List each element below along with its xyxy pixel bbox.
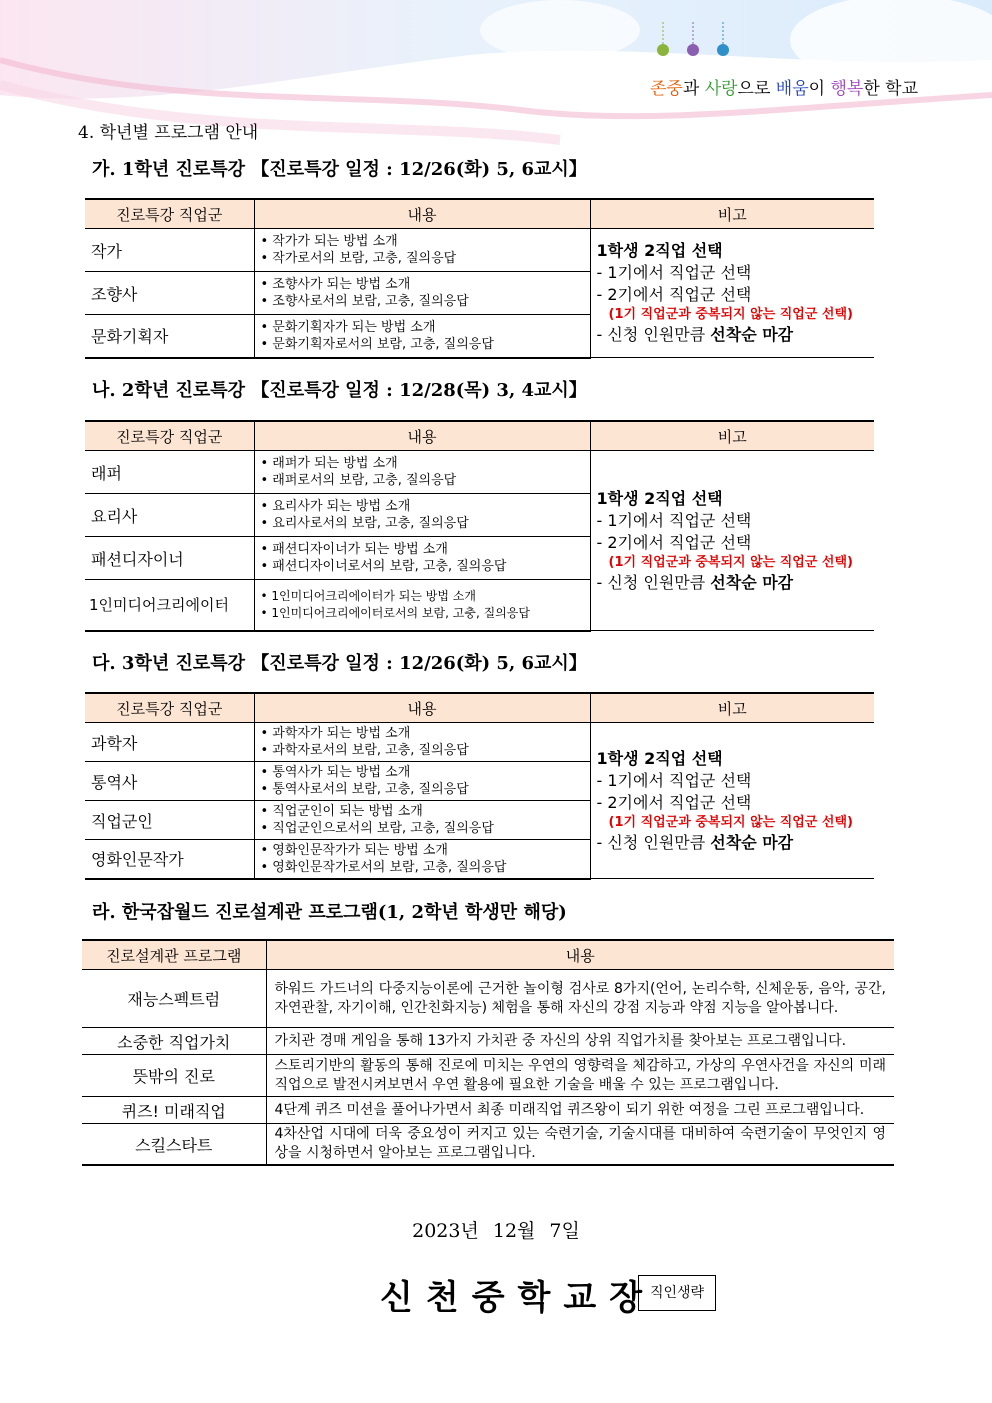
job-content: • 직업군인이 되는 방법 소개 • 직업군인으로서의 보람, 고충, 질의응답	[254, 801, 590, 840]
motto-part: 과	[682, 79, 705, 99]
grade3-table	[85, 692, 874, 880]
logo-dot	[687, 44, 699, 56]
job-name: 조향사	[85, 272, 254, 315]
job-name: 영화인문작가	[85, 840, 254, 879]
school-logo-dots	[650, 18, 740, 63]
program-table	[82, 939, 894, 1166]
section-title: 4. 학년별 프로그램 안내	[78, 123, 259, 143]
table-row	[85, 723, 874, 762]
job-content: • 조향사가 되는 방법 소개 • 조향사로서의 보람, 고충, 질의응답	[254, 272, 590, 315]
motto-part: 으로	[737, 79, 776, 99]
program-desc: 스토리기반의 활동의 통해 진로에 미치는 우연의 영향력을 체감하고, 가상의 우연사건을 자신의 미래직업으로 발전시켜보면서 우연 활용에 필요한 기술을 배울 수 있는 프로그램입니다.	[266, 1055, 894, 1097]
job-content: • 패션디자이너가 되는 방법 소개 • 패션디자이너로서의 보람, 고충, 질의응답	[254, 537, 590, 580]
table-row	[82, 1055, 894, 1097]
document-date: 2023년 12월 7일	[412, 1220, 580, 1242]
job-content: • 작가가 되는 방법 소개 • 작가로서의 보람, 고충, 질의응답	[254, 229, 590, 272]
program-name: 재능스펙트럼	[82, 970, 266, 1028]
job-name: 직업군인	[85, 801, 254, 840]
table-row	[82, 1097, 894, 1124]
col-header-content: 내용	[254, 421, 590, 451]
note-cell: 1학생 2직업 선택 - 1기에서 직업군 선택 - 2기에서 직업군 선택 (1기 직업군과 중복되지 않는 직업군 선택) - 신청 인원만큼 선착순 마감	[590, 229, 874, 358]
motto-part: 사랑	[704, 79, 738, 99]
job-name: 래퍼	[85, 451, 254, 494]
col-header-note: 비고	[590, 199, 874, 229]
signer-name: 신천중학교장	[380, 1278, 656, 1318]
program-desc: 가치관 경매 게임을 통해 13가지 가치관 중 자신의 상위 직업가치를 찾아보는 프로그램입니다.	[266, 1028, 894, 1055]
motto-part: 한 학교	[863, 79, 919, 99]
grade2-table	[85, 420, 874, 632]
job-content: • 요리사가 되는 방법 소개 • 요리사로서의 보람, 고충, 질의응답	[254, 494, 590, 537]
job-name: 통역사	[85, 762, 254, 801]
seal-omitted-box: 직인생략	[638, 1275, 716, 1311]
program-name: 스킬스타트	[82, 1124, 266, 1166]
program-desc: 4단계 퀴즈 미션을 풀어나가면서 최종 미래직업 퀴즈왕이 되기 위한 여정을 그린 프로그램입니다.	[266, 1097, 894, 1124]
job-content: • 문화기획자가 되는 방법 소개 • 문화기획자로서의 보람, 고충, 질의응답	[254, 315, 590, 358]
table-row	[82, 1028, 894, 1055]
col-header-note: 비고	[590, 421, 874, 451]
col-header-job: 진로특강 직업군	[85, 421, 254, 451]
job-content: • 영화인문작가가 되는 방법 소개 • 영화인문작가로서의 보람, 고충, 질의응답	[254, 840, 590, 879]
motto-part: 존중	[650, 79, 683, 99]
col-header-desc: 내용	[266, 940, 894, 970]
col-header-program: 진로설계관 프로그램	[82, 940, 266, 970]
job-content: • 1인미디어크리에이터가 되는 방법 소개 • 1인미디어크리에이터로서의 보람, 고충, 질의응답	[254, 580, 590, 631]
col-header-note: 비고	[590, 693, 874, 723]
motto-part: 배움	[775, 79, 809, 99]
grade3-title: 다. 3학년 진로특강 【진로특강 일정 : 12/26(화) 5, 6교시】	[92, 653, 587, 674]
job-name: 패션디자이너	[85, 537, 254, 580]
program-title: 라. 한국잡월드 진로설계관 프로그램(1, 2학년 학생만 해당)	[92, 902, 567, 923]
program-desc: 4차산업 시대에 더욱 중요성이 커지고 있는 숙련기술, 기술시대를 대비하여 숙련기술이 무엇인지 영상을 시청하면서 알아보는 프로그램입니다.	[266, 1124, 894, 1166]
table-row	[82, 970, 894, 1028]
col-header-job: 진로특강 직업군	[85, 693, 254, 723]
col-header-job: 진로특강 직업군	[85, 199, 254, 229]
note-cell: 1학생 2직업 선택 - 1기에서 직업군 선택 - 2기에서 직업군 선택 (1기 직업군과 중복되지 않는 직업군 선택) - 신청 인원만큼 선착순 마감	[590, 723, 874, 879]
job-name: 요리사	[85, 494, 254, 537]
grade1-table	[85, 198, 874, 359]
job-content: • 과학자가 되는 방법 소개 • 과학자로서의 보람, 고충, 질의응답	[254, 723, 590, 762]
motto-part: 이	[808, 79, 831, 99]
logo-dot	[657, 44, 669, 56]
job-content: • 통역사가 되는 방법 소개 • 통역사로서의 보람, 고충, 질의응답	[254, 762, 590, 801]
table-row	[85, 229, 874, 272]
table-row	[82, 1124, 894, 1166]
col-header-content: 내용	[254, 199, 590, 229]
note-cell: 1학생 2직업 선택 - 1기에서 직업군 선택 - 2기에서 직업군 선택 (1기 직업군과 중복되지 않는 직업군 선택) - 신청 인원만큼 선착순 마감	[590, 451, 874, 631]
col-header-content: 내용	[254, 693, 590, 723]
job-name: 작가	[85, 229, 254, 272]
grade2-title: 나. 2학년 진로특강 【진로특강 일정 : 12/28(목) 3, 4교시】	[92, 380, 587, 401]
logo-dot	[717, 44, 729, 56]
program-name: 뜻밖의 진로	[82, 1055, 266, 1097]
job-name: 문화기획자	[85, 315, 254, 358]
job-content: • 래퍼가 되는 방법 소개 • 래퍼로서의 보람, 고충, 질의응답	[254, 451, 590, 494]
job-name: 과학자	[85, 723, 254, 762]
program-name: 소중한 직업가치	[82, 1028, 266, 1055]
program-desc: 하워드 가드너의 다중지능이론에 근거한 놀이형 검사로 8가지(언어, 논리수학, 신체운동, 음악, 공간, 자연관찰, 자기이해, 인간친화지능) 체험을 통해 자신의 강점 지능과 약점 지능을 알아봅니다.	[266, 970, 894, 1028]
grade1-title: 가. 1학년 진로특강 【진로특강 일정 : 12/26(화) 5, 6교시】	[92, 159, 587, 180]
school-motto	[650, 74, 918, 99]
program-name: 퀴즈! 미래직업	[82, 1097, 266, 1124]
table-row	[85, 451, 874, 494]
job-name: 1인미디어크리에이터	[85, 580, 254, 631]
motto-part: 행복	[830, 79, 864, 99]
